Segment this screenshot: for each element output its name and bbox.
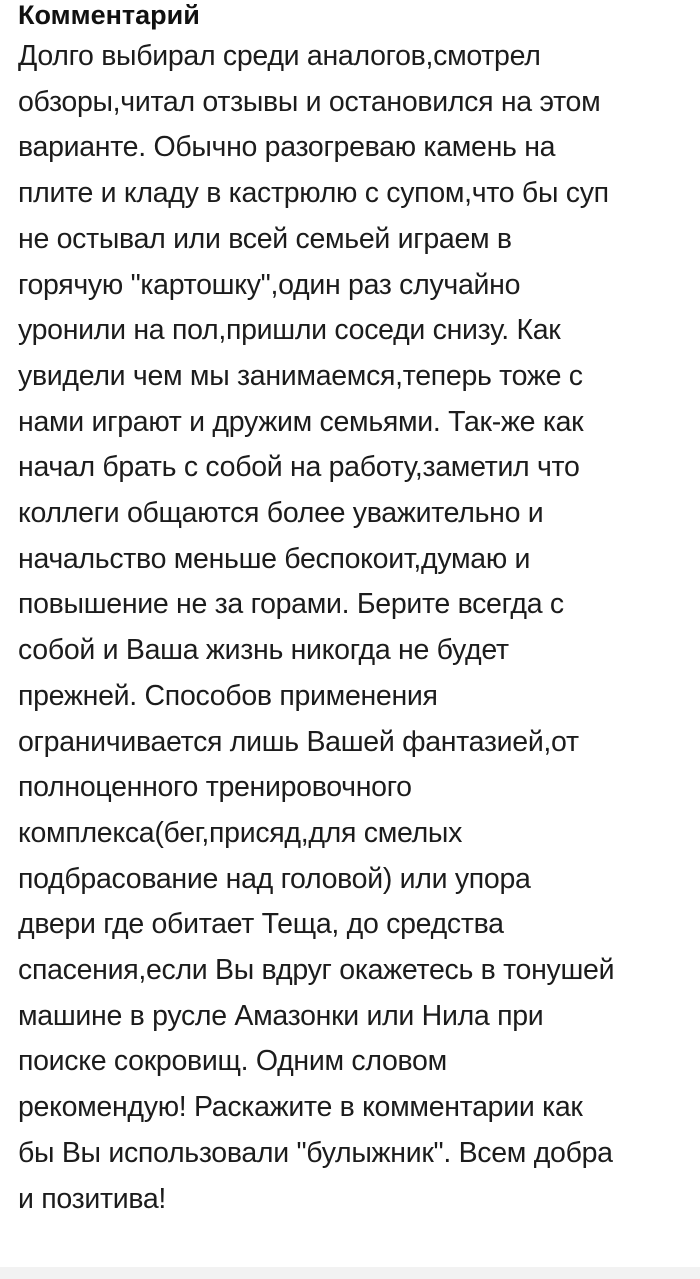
comment-line: не остывал или всей семьей играем в	[18, 222, 512, 255]
comment-line: повышение не за горами. Берите всегда с	[18, 588, 564, 621]
comment-line: машине в русле Амазонки или Нила при	[18, 999, 544, 1032]
comment-heading: Комментарий	[18, 0, 200, 30]
comment-line: двери где обитает Теща, до средства	[18, 908, 504, 941]
comment-line: плите и кладу в кастрюлю с супом,что бы суп	[18, 177, 609, 210]
comment-line: горячую "картошку",один раз случайно	[18, 268, 521, 301]
comment-line: полноценного тренировочного	[18, 771, 412, 804]
comment-line: варианте. Обычно разогреваю камень на	[18, 131, 556, 164]
bottom-divider	[0, 1267, 700, 1279]
comment-line: начальство меньше беспокоит,думаю и	[18, 542, 531, 575]
comment-line: ограничивается лишь Вашей фантазией,от	[18, 725, 579, 758]
comment-line: обзоры,читал отзывы и остановился на этом	[18, 85, 601, 118]
comment-line: нами играют и дружим семьями. Так-же как	[18, 405, 584, 438]
comment-line: подбрасование над головой) или упора	[18, 862, 531, 895]
comment-line: коллеги общаются более уважительно и	[18, 497, 544, 530]
review-comment	[18, 0, 698, 1222]
comment-line: рекомендую! Раскажите в комментарии как	[18, 1091, 583, 1124]
comment-line: и позитива!	[18, 1182, 167, 1215]
comment-line: начал брать с собой на работу,заметил что	[18, 451, 580, 484]
comment-line: прежней. Способов применения	[18, 679, 438, 712]
comment-line: поиске сокровищ. Одним словом	[18, 1045, 447, 1078]
comment-line: бы Вы использовали "булыжник". Всем добра	[18, 1136, 613, 1169]
comment-line: комплекса(бег,присяд,для смелых	[18, 816, 463, 849]
comment-line: Долго выбирал среди аналогов,смотрел	[18, 40, 541, 72]
comment-line: уронили на пол,пришли соседи снизу. Как	[18, 314, 561, 347]
comment-text	[18, 34, 698, 1222]
comment-line: увидели чем мы занимаемся,теперь тоже с	[18, 359, 583, 392]
comment-line: собой и Ваша жизнь никогда не будет	[18, 634, 509, 667]
comment-line: спасения,если Вы вдруг окажетесь в тонушей	[18, 954, 615, 987]
